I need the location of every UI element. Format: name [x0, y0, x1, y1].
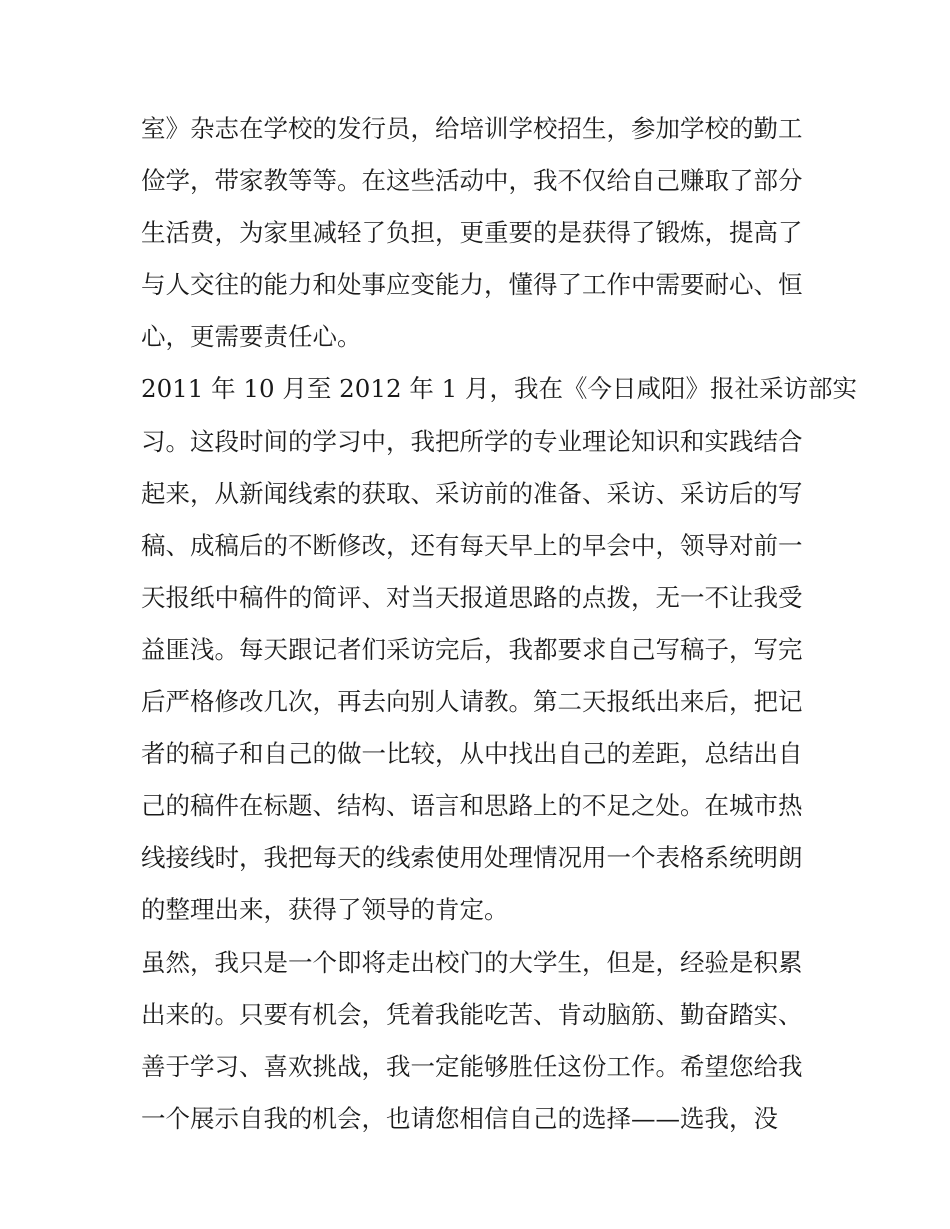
text-line-15: 线接线时，我把每天的线索使用处理情况用一个表格系统明朗: [141, 843, 803, 873]
text-line-3: 生活费，为家里减轻了负担，更重要的是获得了锻炼，提高了: [141, 218, 803, 248]
text-line-11: 益匪浅。每天跟记者们采访完后，我都要求自己写稿子，写完: [141, 634, 803, 664]
text-line-19: 善于学习、喜欢挑战，我一定能够胜任这份工作。希望您给我: [141, 1051, 803, 1081]
text-line-17: 虽然，我只是一个即将走出校门的大学生，但是，经验是积累: [141, 947, 803, 977]
text-line-9: 稿、成稿后的不断修改，还有每天早上的早会中，领导对前一: [141, 530, 803, 560]
text-line-12: 后严格修改几次，再去向别人请教。第二天报纸出来后，把记: [141, 687, 803, 717]
text-line-5: 心，更需要责任心。: [141, 322, 362, 352]
text-line-2: 俭学，带家教等等。在这些活动中，我不仅给自己赚取了部分: [141, 166, 803, 196]
text-line-18: 出来的。只要有机会，凭着我能吃苦、肯动脑筋、勤奋踏实、: [141, 999, 803, 1029]
text-line-10: 天报纸中稿件的简评、对当天报道思路的点拨，无一不让我受: [141, 582, 803, 612]
text-line-1: 室》杂志在学校的发行员，给培训学校招生，参加学校的勤工: [141, 114, 803, 143]
text-line-4: 与人交往的能力和处事应变能力，懂得了工作中需要耐心、恒: [141, 270, 803, 300]
body-text: [141, 103, 857, 1145]
text-line-6: 2011 年 10 月至 2012 年 1 月，我在《今日咸阳》报社采访部实: [141, 374, 857, 404]
text-line-20: 一个展示自我的机会，也请您相信自己的选择——选我，没: [141, 1103, 778, 1133]
text-line-8: 起来，从新闻线索的获取、采访前的准备、采访、采访后的写: [141, 478, 803, 508]
text-line-7: 习。这段时间的学习中，我把所学的专业理论知识和实践结合: [141, 426, 803, 456]
text-line-16: 的整理出来，获得了领导的肯定。: [141, 895, 509, 925]
text-line-13: 者的稿子和自己的做一比较，从中找出自己的差距，总结出自: [141, 739, 803, 769]
text-line-14: 己的稿件在标题、结构、语言和思路上的不足之处。在城市热: [141, 791, 803, 821]
